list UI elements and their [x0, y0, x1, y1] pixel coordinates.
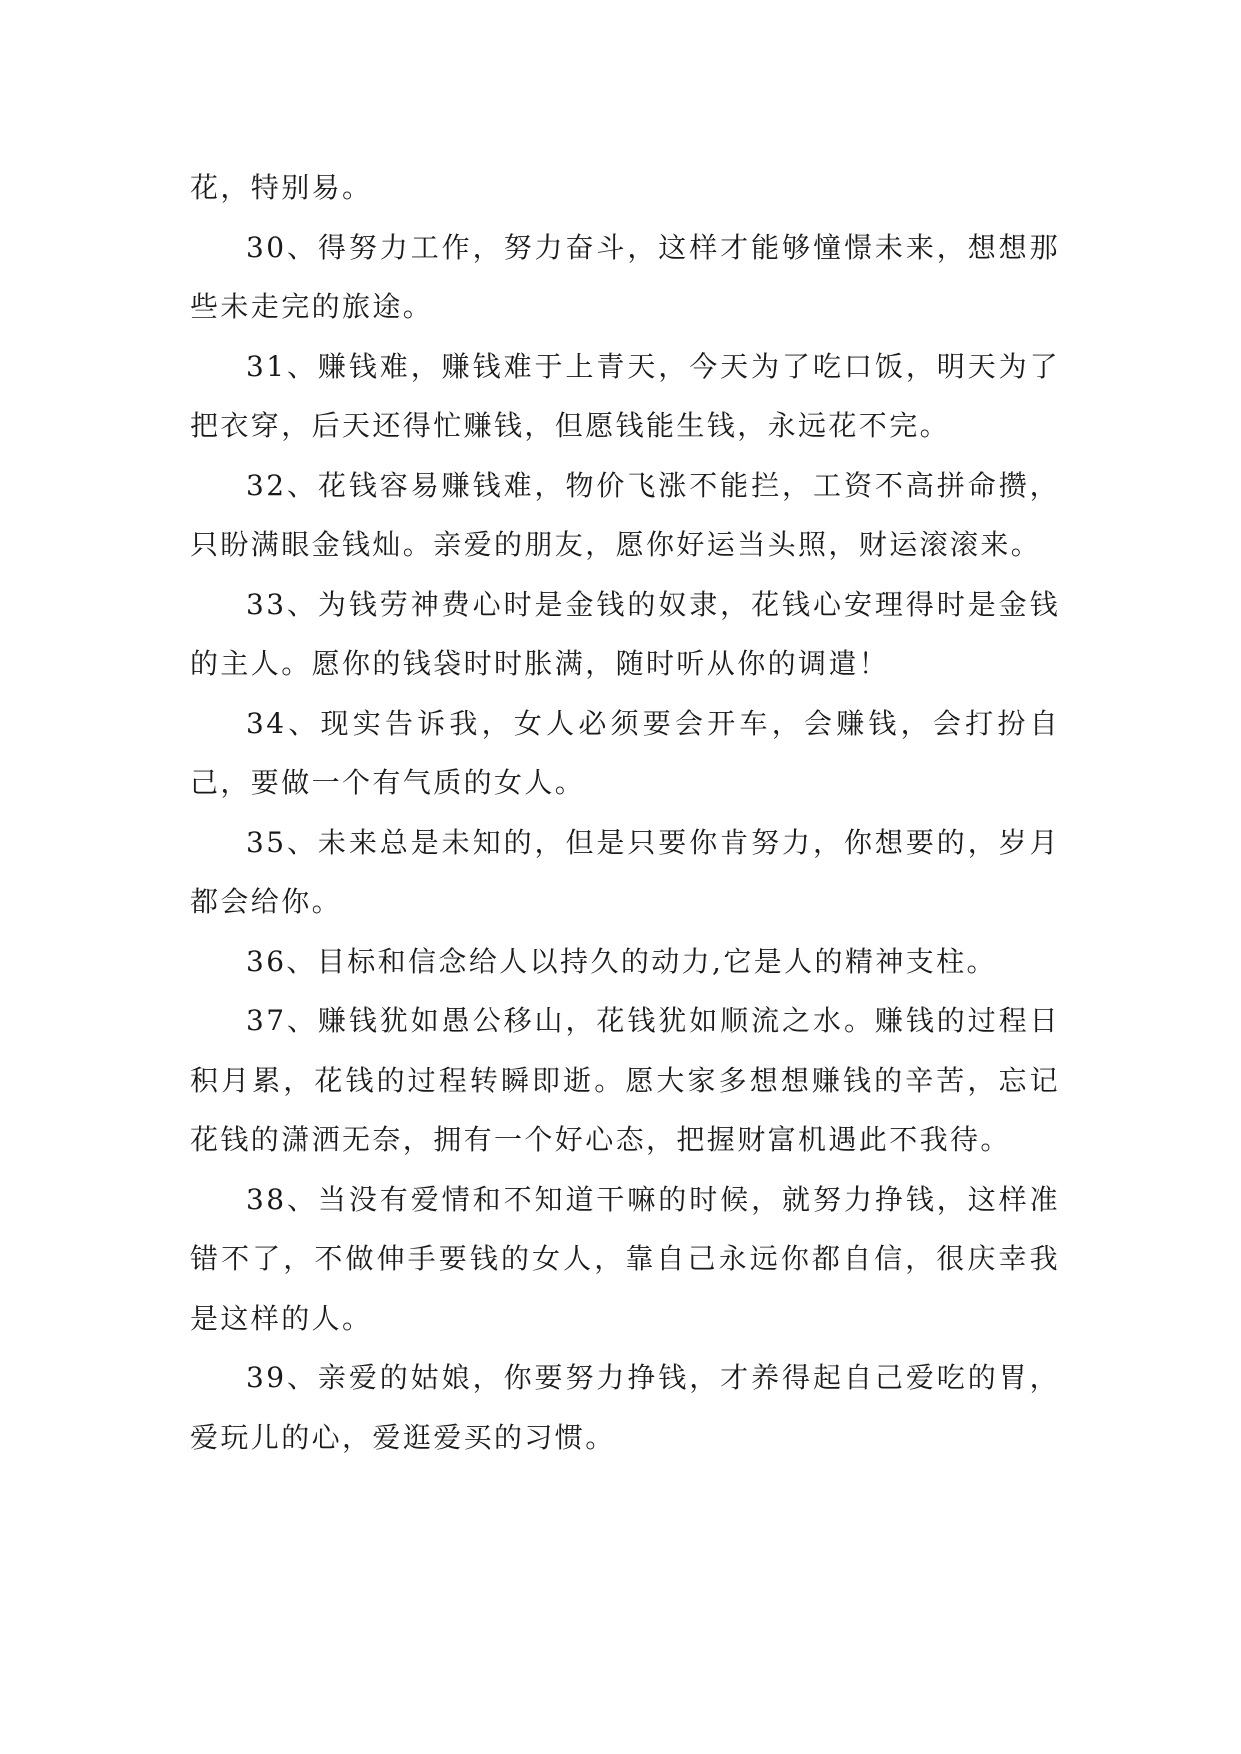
paragraph-35: 35、未来总是未知的，但是只要你肯努力，你想要的，岁月都会给你。	[190, 825, 1060, 918]
paragraph-32: 32、花钱容易赚钱难，物价飞涨不能拦，工资不高拼命攒，只盼满眼金钱灿。亲爱的朋友，愿你好运当头照，财运滚滚来。	[190, 468, 1060, 561]
paragraph-30: 30、得努力工作，努力奋斗，这样才能够憧憬未来，想想那些未走完的旅途。	[190, 230, 1060, 323]
paragraph-34: 34、现实告诉我，女人必须要会开车，会赚钱，会打扮自己，要做一个有气质的女人。	[190, 706, 1060, 799]
paragraph-39: 39、亲爱的姑娘，你要努力挣钱，才养得起自己爱吃的胃，爱玩儿的心，爱逛爱买的习惯。	[190, 1361, 1060, 1454]
paragraph-33: 33、为钱劳神费心时是金钱的奴隶，花钱心安理得时是金钱的主人。愿你的钱袋时时胀满，随时听从你的调遣！	[190, 587, 1060, 680]
document-body	[190, 158, 1060, 1467]
paragraph-37: 37、赚钱犹如愚公移山，花钱犹如顺流之水。赚钱的过程日积月累，花钱的过程转瞬即逝。愿大家多想想赚钱的辛苦，忘记花钱的潇洒无奈，拥有一个好心态，把握财富机遇此不我待。	[190, 1004, 1060, 1156]
paragraph-continued: 花，特别易。	[190, 171, 373, 204]
paragraph-31: 31、赚钱难，赚钱难于上青天，今天为了吃口饭，明天为了把衣穿，后天还得忙赚钱，但愿钱能生钱，永远花不完。	[190, 349, 1060, 442]
paragraph-36: 36、目标和信念给人以持久的动力,它是人的精神支柱。	[246, 944, 997, 978]
paragraph-38: 38、当没有爱情和不知道干嘛的时候，就努力挣钱，这样准错不了，不做伸手要钱的女人，靠自己永远你都自信，很庆幸我是这样的人。	[190, 1182, 1060, 1335]
